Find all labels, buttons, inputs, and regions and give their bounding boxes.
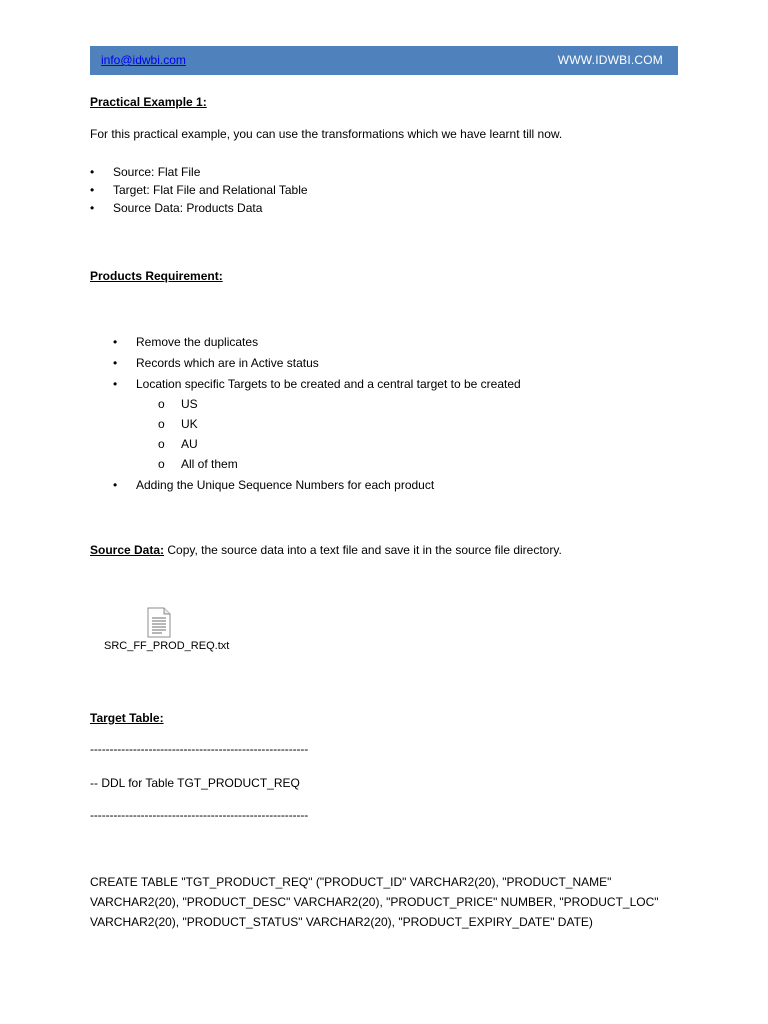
list-item-text: Records which are in Active status	[136, 356, 319, 370]
email-link[interactable]: info@idwbi.com	[101, 53, 186, 67]
sql-statement-line: CREATE TABLE "TGT_PRODUCT_REQ" ("PRODUCT_ID" VARCHAR2(20), "PRODUCT_NAME"	[90, 875, 612, 889]
divider-line: --------------------------------------------------------	[90, 742, 309, 756]
sql-statement-line: VARCHAR2(20), "PRODUCT_STATUS" VARCHAR2(20), "PRODUCT_EXPIRY_DATE" DATE)	[90, 915, 593, 929]
bullet-icon: •	[113, 335, 118, 349]
list-item-text: Remove the duplicates	[136, 335, 259, 349]
list-item-text: Source: Flat File	[113, 165, 201, 179]
source-data-text: Copy, the source data into a text file and save it in the source file directory.	[164, 543, 562, 557]
requirements-heading: Products Requirement:	[90, 269, 223, 283]
sub-bullet-icon: o	[158, 417, 165, 431]
target-table-heading: Target Table:	[90, 711, 164, 725]
sub-bullet-icon: o	[158, 397, 165, 411]
sub-list-item-text: UK	[181, 417, 198, 431]
list-item-text: Target: Flat File and Relational Table	[113, 183, 308, 197]
example-intro: For this practical example, you can use the transformations which we have learnt till now.	[90, 127, 563, 141]
example-heading: Practical Example 1:	[90, 95, 207, 109]
bullet-icon: •	[90, 183, 95, 197]
sub-bullet-icon: o	[158, 457, 165, 471]
sub-bullet-icon: o	[158, 437, 165, 451]
header-bar	[90, 46, 678, 75]
text-file-icon[interactable]	[146, 607, 172, 638]
sub-list-item-text: AU	[181, 437, 198, 451]
ddl-comment: -- DDL for Table TGT_PRODUCT_REQ	[90, 776, 300, 790]
sql-statement-line: VARCHAR2(20), "PRODUCT_DESC" VARCHAR2(20), "PRODUCT_PRICE" NUMBER, "PRODUCT_LOC"	[90, 895, 659, 909]
sub-list-item-text: US	[181, 397, 198, 411]
list-item-text: Location specific Targets to be created and a central target to be created	[136, 377, 521, 391]
bullet-icon: •	[113, 377, 118, 391]
bullet-icon: •	[90, 165, 95, 179]
attachment-filename[interactable]: SRC_FF_PROD_REQ.txt	[104, 640, 230, 652]
list-item-text: Source Data: Products Data	[113, 201, 263, 215]
sub-list-item-text: All of them	[181, 457, 238, 471]
divider-line: --------------------------------------------------------	[90, 808, 309, 822]
source-data-paragraph	[90, 543, 562, 557]
bullet-icon: •	[113, 478, 118, 492]
list-item-text: Adding the Unique Sequence Numbers for each product	[136, 478, 435, 492]
bullet-icon: •	[113, 356, 118, 370]
source-data-label: Source Data:	[90, 543, 165, 557]
bullet-icon: •	[90, 201, 95, 215]
website-label: WWW.IDWBI.COM	[557, 53, 663, 67]
